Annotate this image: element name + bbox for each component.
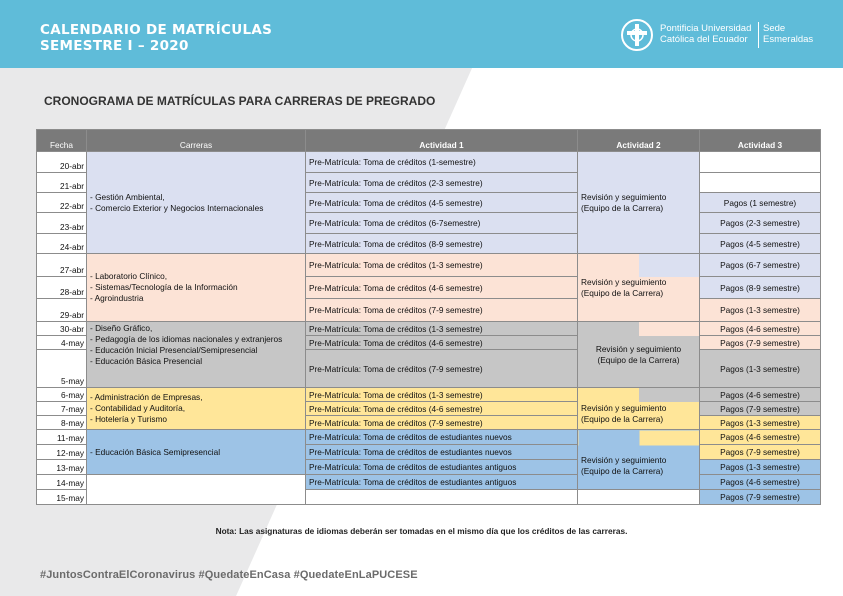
actividad3-cell: Pagos (4-6 semestre): [700, 322, 821, 336]
header-title: [40, 22, 272, 54]
date-cell: 14-may: [37, 475, 87, 490]
actividad1-cell: Pre-Matrícula: Toma de créditos (7-9 semestre): [306, 299, 578, 322]
carreras-empty: [87, 475, 306, 505]
date-cell: 12-may: [37, 445, 87, 460]
university-crest-icon: [620, 18, 654, 52]
date-cell: 30-abr: [37, 322, 87, 336]
date-cell: 24-abr: [37, 234, 87, 254]
actividad1-cell: Pre-Matrícula: Toma de créditos (1-3 semestre): [306, 322, 578, 336]
table-row: [37, 388, 821, 402]
actividad1-cell: Pre-Matrícula: Toma de créditos de estudiantes antiguos: [306, 475, 578, 490]
carreras-group-1: [87, 152, 306, 254]
actividad2-line: Revisión y seguimiento: [581, 191, 667, 202]
logo-sede-name: Sede Esmeraldas: [763, 23, 814, 45]
actividad3-cell: Pagos (6-7 semestre): [700, 254, 821, 277]
table-row: [37, 475, 821, 490]
actividad2-line: Revisión y seguimiento: [595, 343, 682, 354]
actividad1-cell: Pre-Matrícula: Toma de créditos de estudiantes nuevos: [306, 445, 578, 460]
actividad2-group-4: [578, 388, 700, 430]
actividad3-cell: Pagos (4-5 semestre): [700, 234, 821, 254]
actividad3-cell: Pagos (8-9 semestre): [700, 277, 821, 299]
actividad1-cell: Pre-Matrícula: Toma de créditos (4-5 semestre): [306, 193, 578, 213]
actividad3-cell: Pagos (4-6 semestre): [700, 430, 821, 445]
actividad3-cell: Pagos (1-3 semestre): [700, 460, 821, 475]
university-logo: [620, 18, 820, 52]
footnote: Nota: Las asignaturas de idiomas deberán ser tomadas en el mismo día que los créditos de las carreras.: [215, 526, 628, 536]
carrera-item: - Administración de Empresas,: [90, 392, 203, 402]
date-cell: 29-abr: [37, 299, 87, 322]
actividad2-line: (Equipo de la Carrera): [581, 202, 664, 213]
carrera-item: - Educación Básica Semipresencial: [90, 446, 221, 457]
carrera-item: - Educación Inicial Presencial/Semipresencial: [90, 345, 258, 355]
carrera-item: - Diseño Gráfico,: [90, 323, 153, 333]
carrera-item: - Hotelería y Turismo: [90, 414, 167, 424]
logo-university-name: Pontificia Universidad Católica del Ecuador: [660, 23, 752, 45]
enrollment-schedule-table: [36, 129, 821, 505]
actividad2-line: Revisión y seguimiento: [581, 454, 667, 465]
actividad2-line: Revisión y seguimiento: [581, 276, 667, 287]
table-row: [37, 254, 821, 277]
carrera-item: - Educación Básica Presencial: [90, 356, 203, 366]
carrera-item: - Pedagogía de los idiomas nacionales y extranjeros: [90, 334, 283, 344]
actividad1-cell: Pre-Matrícula: Toma de créditos (1-3 semestre): [306, 388, 578, 402]
actividad1-cell: Pre-Matrícula: Toma de créditos (1-semestre): [306, 152, 578, 173]
date-cell: 11-may: [37, 430, 87, 445]
carrera-item: - Laboratorio Clínico,: [90, 271, 168, 281]
actividad3-cell: Pagos (7-9 semestre): [700, 490, 821, 505]
carrera-item: - Sistemas/Tecnología de la Información: [90, 282, 238, 292]
actividad1-cell: Pre-Matrícula: Toma de créditos (7-9 semestre): [306, 350, 578, 388]
hashtags: #JuntosContraElCoronavirus #QuedateEnCasa #QuedateEnLaPUCESE: [40, 569, 418, 581]
actividad3-cell: Pagos (1 semestre): [700, 193, 821, 213]
actividad3-empty: [700, 152, 821, 173]
actividad3-cell: Pagos (7-9 semestre): [700, 336, 821, 350]
date-cell: 13-may: [37, 460, 87, 475]
actividad2-line: Revisión y seguimiento: [581, 402, 667, 413]
date-cell: 21-abr: [37, 173, 87, 193]
actividad3-cell: Pagos (2-3 semestre): [700, 213, 821, 234]
actividad3-cell: Pagos (4-6 semestre): [700, 475, 821, 490]
header-actividad-2: Actividad 2: [578, 130, 700, 152]
header-actividad-3: Actividad 3: [700, 130, 821, 152]
actividad2-group-2: [578, 254, 700, 322]
carrera-item: - Comercio Exterior y Negocios Internacionales: [90, 202, 264, 213]
carreras-group-4: [87, 388, 306, 430]
table-row: [37, 430, 821, 445]
date-cell: 23-abr: [37, 213, 87, 234]
table-header-row: [37, 130, 821, 152]
header-actividad-1: Actividad 1: [306, 130, 578, 152]
actividad2-line: (Equipo de la Carrera): [581, 465, 664, 476]
actividad1-cell: Pre-Matrícula: Toma de créditos (6-7semestre): [306, 213, 578, 234]
actividad1-cell: Pre-Matrícula: Toma de créditos (1-3 semestre): [306, 254, 578, 277]
actividad1-cell: Pre-Matrícula: Toma de créditos (7-9 semestre): [306, 416, 578, 430]
actividad2-group-5: [578, 430, 700, 490]
date-cell: 6-may: [37, 388, 87, 402]
date-cell: 4-may: [37, 336, 87, 350]
actividad3-cell: Pagos (4-6 semestre): [700, 388, 821, 402]
actividad3-cell: Pagos (1-3 semestre): [700, 350, 821, 388]
actividad1-cell: Pre-Matrícula: Toma de créditos de estudiantes antiguos: [306, 460, 578, 475]
carrera-item: - Agroindustria: [90, 293, 144, 303]
actividad2-line: (Equipo de la Carrera): [581, 287, 664, 298]
actividad1-cell: Pre-Matrícula: Toma de créditos (4-6 semestre): [306, 336, 578, 350]
date-cell: 7-may: [37, 402, 87, 416]
actividad3-cell: Pagos (1-3 semestre): [700, 416, 821, 430]
actividad1-cell: Pre-Matrícula: Toma de créditos (4-6 semestre): [306, 402, 578, 416]
header-title-line2: SEMESTRE I – 2020: [40, 38, 189, 54]
carreras-group-2: [87, 254, 306, 322]
page-subtitle: CRONOGRAMA DE MATRÍCULAS PARA CARRERAS DE PREGRADO: [44, 94, 436, 108]
header-banner: [0, 0, 843, 68]
actividad2-empty: [578, 490, 700, 505]
header-fecha: Fecha: [37, 130, 87, 152]
actividad2-group-1: [578, 152, 700, 254]
actividad1-cell: Pre-Matrícula: Toma de créditos (2-3 semestre): [306, 173, 578, 193]
logo-divider: [758, 22, 759, 48]
actividad3-cell: Pagos (1-3 semestre): [700, 299, 821, 322]
actividad1-cell: Pre-Matrícula: Toma de créditos (4-6 semestre): [306, 277, 578, 299]
date-cell: 15-may: [37, 490, 87, 505]
date-cell: 28-abr: [37, 277, 87, 299]
carreras-group-5: [87, 430, 306, 475]
actividad1-cell: Pre-Matrícula: Toma de créditos de estudiantes nuevos: [306, 430, 578, 445]
date-cell: 22-abr: [37, 193, 87, 213]
carrera-item: - Contabilidad y Auditoría,: [90, 403, 186, 413]
actividad2-group-3: [578, 322, 700, 388]
actividad3-cell: Pagos (7-9 semestre): [700, 445, 821, 460]
table-row: [37, 152, 821, 173]
carrera-item: - Gestión Ambiental,: [90, 191, 165, 202]
actividad2-line: (Equipo de la Carrera): [581, 413, 664, 424]
date-cell: 27-abr: [37, 254, 87, 277]
actividad3-empty: [700, 173, 821, 193]
carreras-group-3: [87, 322, 306, 388]
actividad1-empty: [306, 490, 578, 505]
date-cell: 5-may: [37, 350, 87, 388]
date-cell: 8-may: [37, 416, 87, 430]
header-title-line1: CALENDARIO DE MATRÍCULAS: [40, 22, 273, 38]
header-carreras: Carreras: [87, 130, 306, 152]
actividad3-cell: Pagos (7-9 semestre): [700, 402, 821, 416]
date-cell: 20-abr: [37, 152, 87, 173]
actividad2-line: (Equipo de la Carrera): [597, 354, 680, 365]
table-row: [37, 322, 821, 336]
actividad1-cell: Pre-Matrícula: Toma de créditos (8-9 semestre): [306, 234, 578, 254]
